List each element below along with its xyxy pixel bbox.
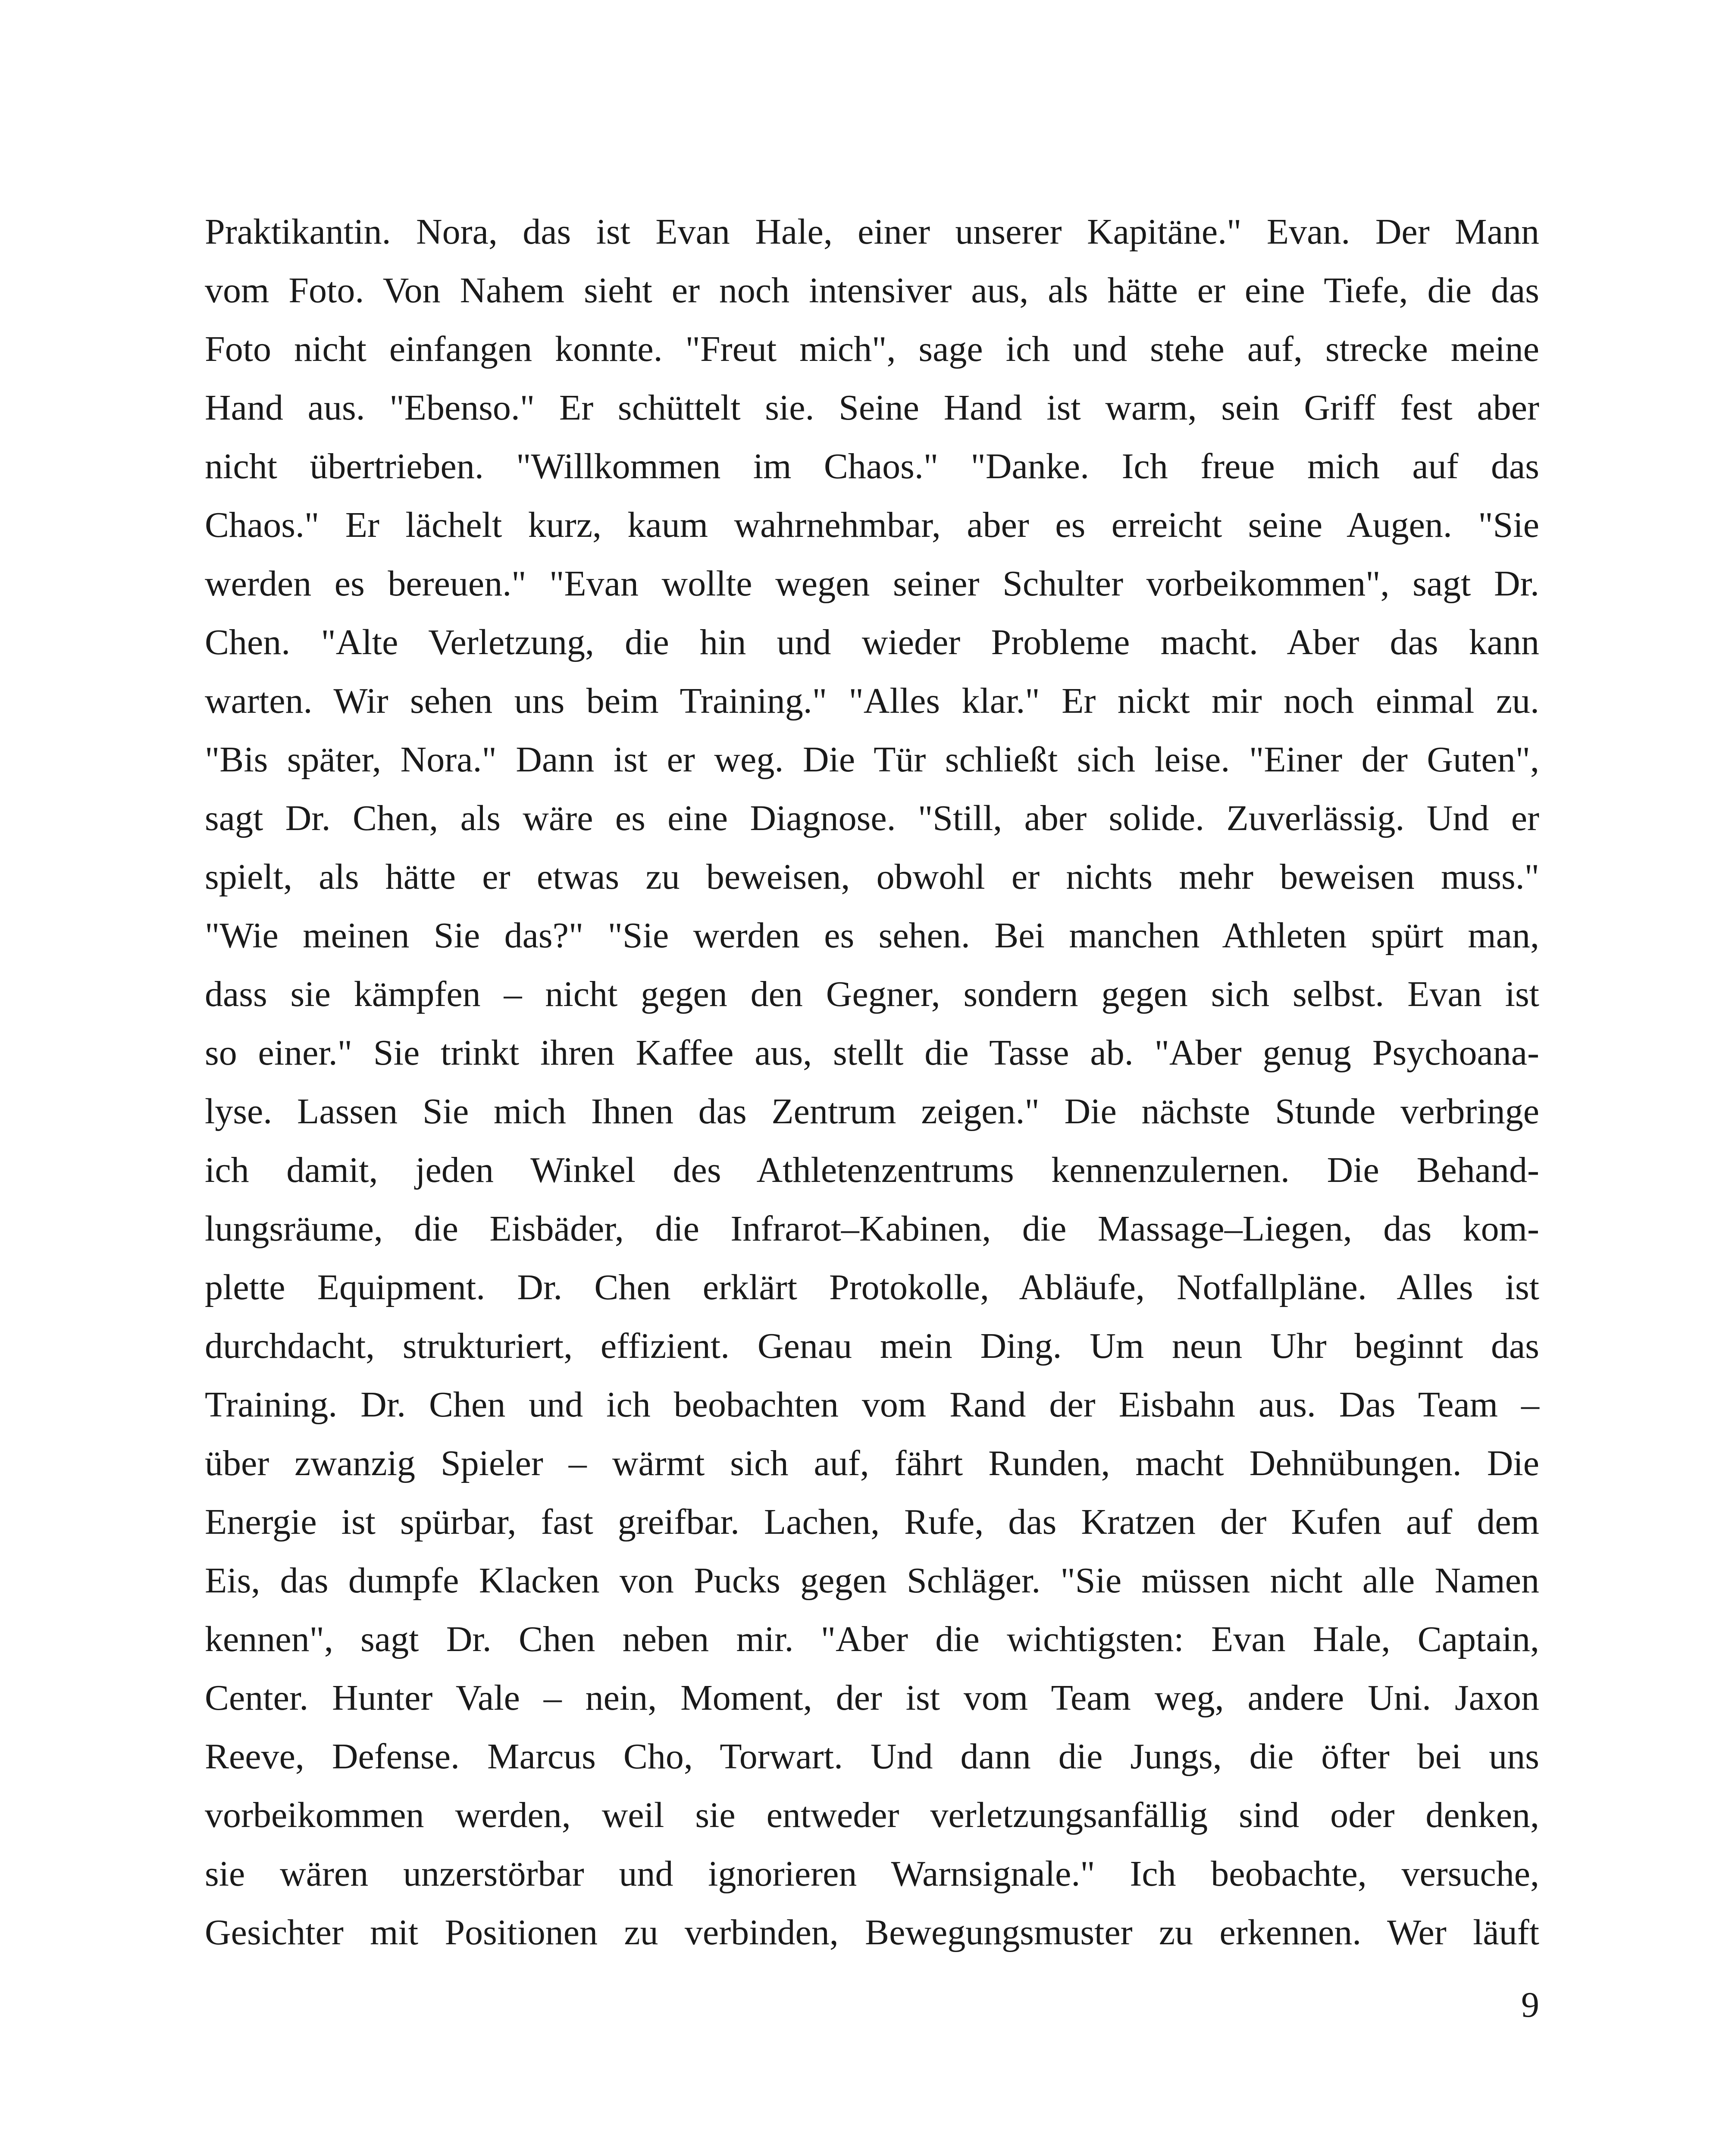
- text-line: Chaos." Er lächelt kurz, kaum wahrnehmbar, aber es erreicht seine Augen. "Sie: [205, 505, 1539, 545]
- text-line: Chen. "Alte Verletzung, die hin und wieder Probleme macht. Aber das kann: [205, 622, 1539, 662]
- text-line: Center. Hunter Vale – nein, Moment, der ist vom Team weg, andere Uni. Jaxon: [205, 1678, 1539, 1718]
- text-line: werden es bereuen." "Evan wollte wegen seiner Schulter vorbeikommen", sagt Dr.: [205, 564, 1539, 604]
- text-line: Gesichter mit Positionen zu verbinden, Bewegungsmuster zu erkennen. Wer läuft: [205, 1912, 1539, 1952]
- text-line: über zwanzig Spieler – wärmt sich auf, fährt Runden, macht Dehnübungen. Die: [205, 1443, 1539, 1483]
- text-line: vom Foto. Von Nahem sieht er noch intensiver aus, als hätte er eine Tiefe, die das: [205, 270, 1539, 310]
- text-line: ich damit, jeden Winkel des Athletenzentrums kennenzulernen. Die Behand-: [205, 1150, 1539, 1190]
- text-line: plette Equipment. Dr. Chen erklärt Protokolle, Abläufe, Notfallpläne. Alles ist: [205, 1267, 1539, 1307]
- text-line: Energie ist spürbar, fast greifbar. Lachen, Rufe, das Kratzen der Kufen auf dem: [205, 1502, 1539, 1542]
- text-line: Hand aus. "Ebenso." Er schüttelt sie. Seine Hand ist warm, sein Griff fest aber: [205, 388, 1539, 428]
- text-line: "Bis später, Nora." Dann ist er weg. Die Tür schließt sich leise. "Einer der Guten",: [205, 740, 1539, 780]
- text-line: Training. Dr. Chen und ich beobachten vom Rand der Eisbahn aus. Das Team –: [205, 1385, 1539, 1425]
- text-line: nicht übertrieben. "Willkommen im Chaos." "Danke. Ich freue mich auf das: [205, 446, 1539, 486]
- page-number: 9: [1521, 1985, 1539, 2025]
- text-line: Reeve, Defense. Marcus Cho, Torwart. Und dann die Jungs, die öfter bei uns: [205, 1736, 1539, 1777]
- text-line: lyse. Lassen Sie mich Ihnen das Zentrum zeigen." Die nächste Stunde verbringe: [205, 1091, 1539, 1131]
- text-line: so einer." Sie trinkt ihren Kaffee aus, stellt die Tasse ab. "Aber genug Psychoana-: [205, 1033, 1539, 1073]
- text-line: lungsräume, die Eisbäder, die Infrarot–Kabinen, die Massage–Liegen, das kom-: [205, 1209, 1539, 1249]
- text-line: warten. Wir sehen uns beim Training." "Alles klar." Er nickt mir noch einmal zu.: [205, 681, 1539, 721]
- body-text: [205, 203, 1539, 1962]
- text-line: Praktikantin. Nora, das ist Evan Hale, einer unserer Kapitäne." Evan. Der Mann: [205, 212, 1539, 252]
- text-line: Eis, das dumpfe Klacken von Pucks gegen Schläger. "Sie müssen nicht alle Namen: [205, 1561, 1539, 1601]
- text-line: dass sie kämpfen – nicht gegen den Gegner, sondern gegen sich selbst. Evan ist: [205, 974, 1539, 1014]
- text-line: kennen", sagt Dr. Chen neben mir. "Aber die wichtigsten: Evan Hale, Captain,: [205, 1619, 1539, 1659]
- text-line: "Wie meinen Sie das?" "Sie werden es sehen. Bei manchen Athleten spürt man,: [205, 915, 1539, 956]
- text-line: Foto nicht einfangen konnte. "Freut mich", sage ich und stehe auf, strecke meine: [205, 329, 1539, 369]
- text-line: durchdacht, strukturiert, effizient. Genau mein Ding. Um neun Uhr beginnt das: [205, 1326, 1539, 1366]
- text-line: spielt, als hätte er etwas zu beweisen, obwohl er nichts mehr beweisen muss.": [205, 857, 1539, 897]
- text-line: sie wären unzerstörbar und ignorieren Warnsignale." Ich beobachte, versuche,: [205, 1854, 1539, 1894]
- text-line: sagt Dr. Chen, als wäre es eine Diagnose. "Still, aber solide. Zuverlässig. Und er: [205, 798, 1539, 838]
- text-line: vorbeikommen werden, weil sie entweder verletzungsanfällig sind oder denken,: [205, 1795, 1539, 1835]
